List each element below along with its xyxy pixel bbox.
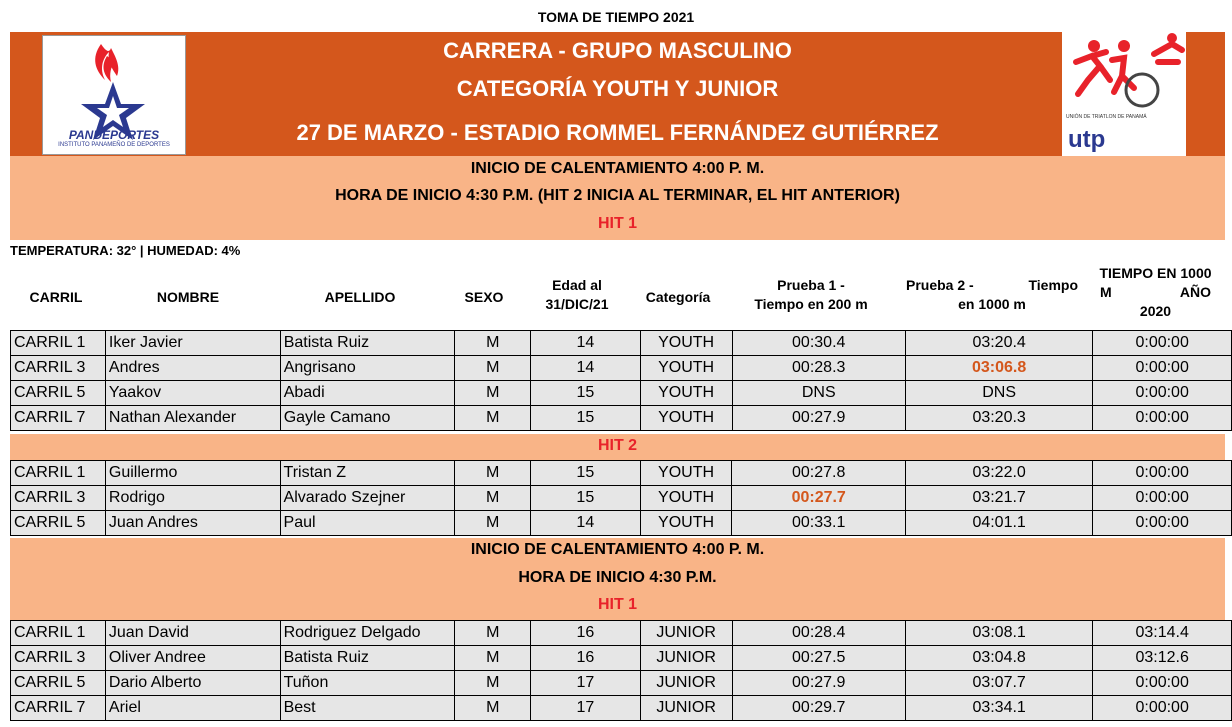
cell-nombre: Iker Javier: [105, 331, 280, 356]
cell-edad: 17: [531, 671, 641, 696]
col-edad-line2: 31/DIC/21: [545, 296, 609, 312]
section2-hit1-label: HIT 1: [597, 596, 638, 613]
col-apellido: APELLIDO: [324, 289, 396, 305]
cell-p2: 03:20.3: [905, 406, 1092, 431]
table-row: [11, 696, 1232, 721]
cell-p1: 00:27.7: [732, 486, 905, 511]
cell-p2: 03:04.8: [905, 646, 1092, 671]
cell-t2020: 03:12.6: [1093, 646, 1232, 671]
cell-p2: 03:20.4: [905, 331, 1092, 356]
col-tiempo2020-ano: AÑO: [1179, 284, 1211, 300]
cell-t2020: 0:00:00: [1093, 511, 1232, 536]
section2-warmup: INICIO DE CALENTAMIENTO 4:00 P. M.: [470, 541, 765, 558]
cell-apellido: Batista Ruiz: [280, 331, 455, 356]
cell-edad: 14: [531, 331, 641, 356]
cell-apellido: Gayle Camano: [280, 406, 455, 431]
cell-carril: CARRIL 7: [11, 406, 106, 431]
cell-p2: 03:07.7: [905, 671, 1092, 696]
cell-p2: 03:34.1: [905, 696, 1092, 721]
cell-t2020: 0:00:00: [1093, 406, 1232, 431]
triathlon-figures-icon: [1062, 32, 1186, 112]
cell-t2020: 0:00:00: [1093, 696, 1232, 721]
table-row: [11, 356, 1232, 381]
col-carril: CARRIL: [29, 289, 83, 305]
cell-cat: JUNIOR: [640, 646, 732, 671]
cell-sexo: M: [455, 331, 531, 356]
cell-cat: YOUTH: [640, 381, 732, 406]
cell-cat: JUNIOR: [640, 671, 732, 696]
cell-p1: 00:27.5: [732, 646, 905, 671]
table-row: [11, 511, 1232, 536]
cell-edad: 14: [531, 356, 641, 381]
cell-cat: YOUTH: [640, 461, 732, 486]
cell-p1: 00:28.3: [732, 356, 905, 381]
cell-sexo: M: [455, 486, 531, 511]
cell-nombre: Guillermo: [105, 461, 280, 486]
col-sexo: SEXO: [464, 289, 504, 305]
table-row: [11, 621, 1232, 646]
cell-p2: DNS: [905, 381, 1092, 406]
cell-t2020: 0:00:00: [1093, 381, 1232, 406]
cell-nombre: Oliver Andree: [105, 646, 280, 671]
col-tiempo2020-line2: [1086, 283, 1225, 302]
cell-nombre: Nathan Alexander: [105, 406, 280, 431]
cell-cat: JUNIOR: [640, 696, 732, 721]
col-edad-line1: Edad al: [552, 277, 602, 293]
section1-warmup: INICIO DE CALENTAMIENTO 4:00 P. M.: [470, 160, 765, 177]
cell-apellido: Alvarado Szejner: [280, 486, 455, 511]
header-banner: [10, 32, 1225, 156]
section1-hit1-label: HIT 1: [597, 215, 638, 232]
col-edad: [522, 276, 632, 314]
cell-sexo: M: [455, 696, 531, 721]
cell-t2020: 0:00:00: [1093, 461, 1232, 486]
cell-sexo: M: [455, 646, 531, 671]
cell-t2020: 0:00:00: [1093, 671, 1232, 696]
document-title: TOMA DE TIEMPO 2021: [537, 9, 695, 25]
table-row: [11, 671, 1232, 696]
cell-p1: DNS: [732, 381, 905, 406]
cell-cat: YOUTH: [640, 486, 732, 511]
section1-info: [10, 156, 1225, 240]
cell-cat: YOUTH: [640, 356, 732, 381]
section1-hit2-label: HIT 2: [597, 437, 638, 454]
col-prueba2-a: Prueba 2 -: [906, 277, 974, 293]
col-prueba2-line2: en 1000 m: [958, 296, 1026, 312]
cell-carril: CARRIL 7: [11, 696, 106, 721]
cell-sexo: M: [455, 621, 531, 646]
cell-edad: 15: [531, 461, 641, 486]
cell-sexo: M: [455, 511, 531, 536]
cell-p1: 00:28.4: [732, 621, 905, 646]
col-prueba1-line1: Prueba 1 -: [777, 277, 845, 293]
section2-info: [10, 538, 1225, 620]
cell-sexo: M: [455, 461, 531, 486]
cell-sexo: M: [455, 671, 531, 696]
cell-sexo: M: [455, 356, 531, 381]
cell-p2: 04:01.1: [905, 511, 1092, 536]
cell-cat: JUNIOR: [640, 621, 732, 646]
cell-nombre: Juan David: [105, 621, 280, 646]
col-prueba2-line1: [898, 276, 1086, 295]
youth-hit1-table: [10, 330, 1232, 431]
cell-edad: 17: [531, 696, 641, 721]
cell-nombre: Ariel: [105, 696, 280, 721]
cell-sexo: M: [455, 406, 531, 431]
hit2-band: [10, 434, 1225, 460]
cell-sexo: M: [455, 381, 531, 406]
col-tiempo2020-year: 2020: [1139, 303, 1172, 319]
table-row: [11, 646, 1232, 671]
cell-t2020: 0:00:00: [1093, 356, 1232, 381]
cell-edad: 16: [531, 621, 641, 646]
table-row: [11, 331, 1232, 356]
table-row: [11, 486, 1232, 511]
col-categoria: Categoría: [645, 289, 711, 305]
youth-hit2-table: [10, 460, 1232, 536]
cell-t2020: 0:00:00: [1093, 486, 1232, 511]
weather-meta: TEMPERATURA: 32° | HUMEDAD: 4%: [10, 243, 241, 258]
utp-logo: [1062, 32, 1186, 156]
cell-t2020: 03:14.4: [1093, 621, 1232, 646]
col-tiempo2020: [1086, 264, 1225, 321]
cell-p1: 00:27.9: [732, 671, 905, 696]
section2-start: HORA DE INICIO 4:30 P.M.: [518, 569, 717, 586]
pandeportes-subtitle: INSTITUTO PANAMEÑO DE DEPORTES: [58, 142, 170, 148]
cell-edad: 16: [531, 646, 641, 671]
cell-p1: 00:30.4: [732, 331, 905, 356]
cell-edad: 15: [531, 486, 641, 511]
cell-carril: CARRIL 5: [11, 671, 106, 696]
col-prueba2: [898, 276, 1086, 314]
cell-cat: YOUTH: [640, 331, 732, 356]
cell-nombre: Dario Alberto: [105, 671, 280, 696]
header-line-2: CATEGORÍA YOUTH Y JUNIOR: [456, 76, 779, 101]
utp-subtitle: UNIÓN DE TRIATLON DE PANAMÁ: [1066, 114, 1147, 120]
col-tiempo2020-line1: TIEMPO EN 1000: [1099, 265, 1212, 281]
cell-carril: CARRIL 1: [11, 621, 106, 646]
cell-carril: CARRIL 3: [11, 646, 106, 671]
cell-apellido: Abadi: [280, 381, 455, 406]
col-prueba1-line2: Tiempo en 200 m: [754, 296, 868, 312]
cell-cat: YOUTH: [640, 406, 732, 431]
cell-edad: 15: [531, 406, 641, 431]
utp-name: utp: [1068, 126, 1106, 153]
cell-carril: CARRIL 5: [11, 381, 106, 406]
cell-p2: 03:22.0: [905, 461, 1092, 486]
cell-apellido: Best: [280, 696, 455, 721]
cell-carril: CARRIL 3: [11, 356, 106, 381]
cell-p1: 00:27.9: [732, 406, 905, 431]
section1-start: HORA DE INICIO 4:30 P.M. (HIT 2 INICIA AL TERMINAR, EL HIT ANTERIOR): [335, 187, 900, 204]
pandeportes-name: PANDEPORTES: [68, 128, 160, 142]
cell-carril: CARRIL 1: [11, 331, 106, 356]
cell-p1: 00:27.8: [732, 461, 905, 486]
cell-edad: 15: [531, 381, 641, 406]
cell-edad: 14: [531, 511, 641, 536]
col-prueba1: [724, 276, 898, 314]
cell-p2: 03:08.1: [905, 621, 1092, 646]
cell-nombre: Andres: [105, 356, 280, 381]
cell-nombre: Yaakov: [105, 381, 280, 406]
cell-p1: 00:29.7: [732, 696, 905, 721]
junior-hit1-table: [10, 620, 1232, 721]
cell-apellido: Tristan Z: [280, 461, 455, 486]
col-nombre: NOMBRE: [156, 289, 220, 305]
cell-apellido: Tuñon: [280, 671, 455, 696]
cell-apellido: Angrisano: [280, 356, 455, 381]
col-tiempo2020-m: M: [1100, 284, 1112, 300]
cell-cat: YOUTH: [640, 511, 732, 536]
cell-apellido: Paul: [280, 511, 455, 536]
cell-carril: CARRIL 5: [11, 511, 106, 536]
table-row: [11, 406, 1232, 431]
cell-carril: CARRIL 1: [11, 461, 106, 486]
cell-apellido: Rodriguez Delgado: [280, 621, 455, 646]
cell-t2020: 0:00:00: [1093, 331, 1232, 356]
table-row: [11, 381, 1232, 406]
cell-nombre: Rodrigo: [105, 486, 280, 511]
cell-apellido: Batista Ruiz: [280, 646, 455, 671]
header-line-3: 27 DE MARZO - ESTADIO ROMMEL FERNÁNDEZ GUTIÉRREZ: [296, 120, 939, 145]
cell-p1: 00:33.1: [732, 511, 905, 536]
table-row: [11, 461, 1232, 486]
cell-carril: CARRIL 3: [11, 486, 106, 511]
cell-p2: 03:06.8: [905, 356, 1092, 381]
cell-nombre: Juan Andres: [105, 511, 280, 536]
cell-p2: 03:21.7: [905, 486, 1092, 511]
header-line-1: CARRERA - GRUPO MASCULINO: [443, 38, 792, 63]
col-prueba2-b: Tiempo: [1028, 277, 1078, 293]
